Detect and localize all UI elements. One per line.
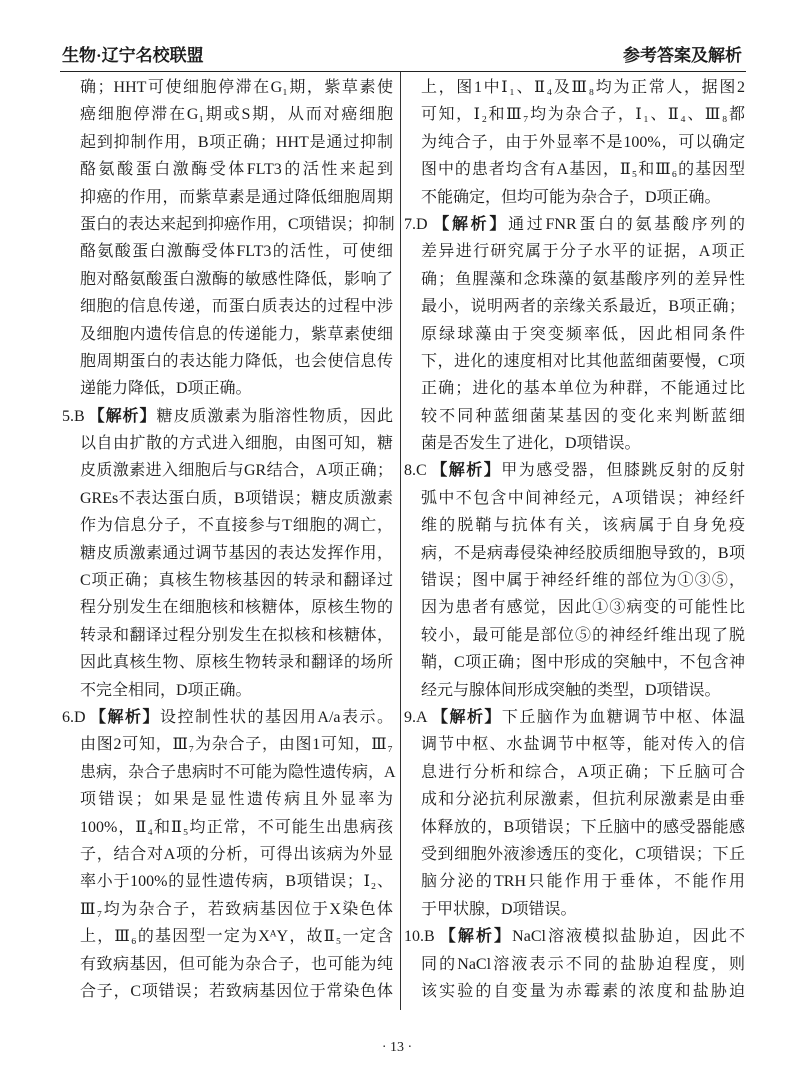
answer-number: 5.B	[62, 407, 85, 425]
text-line: 合子，C项错误；若致病基因位于常染色体	[80, 982, 393, 1000]
text-line: 100%，Ⅱ₄和Ⅱ₅均正常，不可能生出患病孩	[80, 818, 393, 836]
text-line: 作为信息分子，不直接参与T细胞的凋亡，	[80, 517, 393, 535]
left-column	[62, 74, 396, 1005]
text-line: C项正确；真核生物核基因的转录和翻译过	[80, 572, 393, 590]
text-line: 糖皮质激素通过调节基因的表达发挥作用，	[80, 544, 393, 562]
analysis-tag: 【解析】	[430, 708, 502, 726]
text-line: 因此真核生物、原核生物转录和翻译的场所	[80, 654, 393, 672]
text-line: 及细胞内遗传信息的传递能力，紫草素使细	[80, 325, 393, 343]
text-line: 程分别发生在细胞核和核糖体，原核生物的	[80, 599, 393, 617]
answer-item-10	[404, 923, 745, 1005]
page-number: · 13 ·	[381, 1040, 413, 1055]
text-line: 菌是否发生了进化，D项错误。	[421, 435, 641, 453]
answer-text: 糖皮质激素为脂溶性物质，因此	[156, 407, 393, 425]
text-line: 同的NaCl溶液表示不同的盐胁迫程度，则	[421, 955, 745, 973]
text-line: 率小于100%的显性遗传病，B项错误；Ⅰ₂、	[80, 873, 393, 891]
analysis-tag: 【解析】	[429, 462, 502, 480]
answer-text: 设控制性状的基因用A/a表示。	[160, 708, 393, 726]
answer-item-4-continued	[62, 74, 393, 403]
right-column	[404, 74, 745, 1005]
text-line: 子，结合对A项的分析，可得出该病为外显	[80, 845, 393, 863]
answer-number: 9.A	[404, 708, 428, 726]
text-line: 鞘，C项正确；图中形成的突触中，不包含神	[421, 654, 745, 672]
answer-item-6-continued	[404, 74, 745, 211]
answer-text: NaCl溶液模拟盐胁迫，因此不	[512, 928, 745, 946]
text-line: 细胞的信息传递，而蛋白质表达的过程中涉	[80, 298, 393, 316]
text-line: 正确；进化的基本单位为种群，不能通过比	[421, 380, 745, 398]
text-line: 差异进行研究属于分子水平的证据，A项正	[421, 243, 745, 261]
answer-head-line	[404, 923, 745, 950]
answer-head-line	[62, 704, 393, 731]
text-line: 胞对酪氨酸蛋白激酶的敏感性降低，影响了	[80, 270, 393, 288]
text-line: 图中的患者均含有A基因，Ⅱ₅和Ⅲ₆的基因型	[421, 161, 745, 179]
answer-item-9	[404, 704, 745, 923]
text-line: 皮质激素进入细胞后与GR结合，A项正确；	[80, 462, 393, 480]
running-header-section: 参考答案及解析	[623, 46, 742, 65]
answer-number: 8.C	[404, 462, 427, 480]
text-line: 酪氨酸蛋白激酶受体FLT3的活性来起到	[80, 161, 393, 179]
answer-text: 下丘脑作为血糖调节中枢、体温	[501, 708, 745, 726]
text-line: 最小，说明两者的亲缘关系最近，B项正确；	[421, 298, 745, 316]
answer-text: 通过FNR蛋白的氨基酸序列的	[508, 215, 745, 233]
analysis-tag: 【解析】	[88, 708, 161, 726]
text-line: 成和分泌抗利尿激素，但抗利尿激素是由垂	[421, 791, 745, 809]
text-line: 确；鱼腥藻和念珠藻的氨基酸序列的差异性	[421, 270, 745, 288]
text-line: 确；HHT可使细胞停滞在G₁期，紫草素使	[80, 79, 393, 96]
answer-head-line	[404, 211, 745, 238]
answer-item-7	[404, 211, 745, 458]
answer-head-line	[62, 403, 393, 430]
text-line: 因为患者有感觉，因此①③病变的可能性比	[421, 599, 745, 617]
text-line: 较小，最可能是部位⑤的神经纤维出现了脱	[421, 626, 745, 644]
text-line: 患病，杂合子患病时不可能为隐性遗传病，A	[80, 763, 396, 781]
text-line: GREs不表达蛋白质，B项错误；糖皮质激素	[80, 489, 393, 507]
text-line: 递能力降低，D项正确。	[80, 380, 252, 398]
text-line: 为纯合子，由于外显率不是100%，可以确定	[421, 133, 745, 151]
running-header-subject: 生物·辽宁名校联盟	[62, 46, 204, 65]
text-line: 下，进化的速度相对比其他蓝细菌要慢，C项	[421, 352, 745, 370]
text-line: 由图2可知，Ⅲ₇为杂合子，由图1可知，Ⅲ₇	[80, 736, 393, 754]
text-line: 于甲状腺，D项错误。	[421, 900, 577, 918]
text-line: 受到细胞外液渗透压的变化，C项错误；下丘	[421, 845, 745, 863]
analysis-tag: 【解析】	[437, 928, 513, 946]
text-line: 胞周期蛋白的表达能力降低，也会使信息传	[80, 352, 393, 370]
text-line: 起到抑制作用，B项正确；HHT是通过抑制	[80, 133, 393, 151]
column-divider	[400, 72, 401, 1010]
text-line: 病，不是病毒侵染神经胶质细胞导致的，B项	[421, 544, 745, 562]
text-line: 脑分泌的TRH只能作用于垂体，不能作用	[421, 873, 745, 891]
text-line: 维的脱鞘与抗体有关，该病属于自身免疫	[421, 517, 745, 535]
text-line: 不能确定，但均可能为杂合子，D项正确。	[421, 188, 721, 206]
answer-head-line	[404, 704, 745, 731]
text-line: 可知，Ⅰ₂和Ⅲ₇均为杂合子，Ⅰ₁、Ⅱ₄、Ⅲ₈都	[421, 106, 745, 124]
text-line: 蛋白的表达来起到抑癌作用，C项错误；抑制	[80, 215, 395, 233]
answer-head-line	[404, 457, 745, 484]
text-line: 错误；图中属于神经纤维的部位为①③⑤，	[421, 572, 745, 590]
text-line: 转录和翻译过程分别发生在拟核和核糖体，	[80, 626, 393, 644]
text-line: 原绿球藻由于突变频率低，因此相同条件	[421, 325, 745, 343]
text-line: 项错误；如果是显性遗传病且外显率为	[80, 791, 393, 809]
text-line: 酪氨酸蛋白激酶受体FLT3的活性，可使细	[80, 243, 393, 261]
text-line: 抑癌的作用，而紫草素是通过降低细胞周期	[80, 188, 393, 206]
analysis-tag: 【解析】	[430, 215, 509, 233]
text-line: 经元与腺体间形成突触的类型，D项错误。	[421, 681, 721, 699]
answer-number: 10.B	[404, 928, 435, 946]
text-line: 体释放的，B项错误；下丘脑中的感受器能感	[421, 818, 745, 836]
text-line: 上，图1中Ⅰ₁、Ⅱ₄及Ⅲ₈均为正常人，据图2	[421, 79, 745, 96]
answer-number: 7.D	[404, 215, 428, 233]
text-line: 不完全相同，D项正确。	[80, 681, 252, 699]
answer-item-8	[404, 457, 745, 704]
analysis-tag: 【解析】	[87, 407, 157, 425]
text-line: 有致病基因，但可能为杂合子，也可能为纯	[80, 955, 393, 973]
text-line: 以自由扩散的方式进入细胞，由图可知，糖	[80, 435, 393, 453]
text-line: 该实验的自变量为赤霉素的浓度和盐胁迫	[421, 982, 745, 1000]
answer-item-6	[62, 704, 396, 1005]
header-rule	[60, 71, 746, 72]
answer-item-5	[62, 403, 393, 704]
text-line: 上，Ⅲ₆的基因型一定为XᴬY，故Ⅱ₅一定含	[80, 928, 393, 946]
text-line: Ⅲ₇均为杂合子，若致病基因位于X染色体	[80, 900, 393, 918]
answer-number: 6.D	[62, 708, 86, 726]
text-line: 调节中枢、水盐调节中枢等，能对传入的信	[421, 736, 745, 754]
text-line: 弧中不包含中间神经元，A项错误；神经纤	[421, 489, 745, 507]
answer-text: 甲为感受器，但膝跳反射的反射	[501, 462, 745, 480]
text-line: 较不同种蓝细菌某基因的变化来判断蓝细	[421, 407, 745, 425]
text-line: 息进行分析和综合，A项正确；下丘脑可合	[421, 763, 745, 781]
text-line: 癌细胞停滞在G₁期或S期，从而对癌细胞	[80, 106, 393, 124]
